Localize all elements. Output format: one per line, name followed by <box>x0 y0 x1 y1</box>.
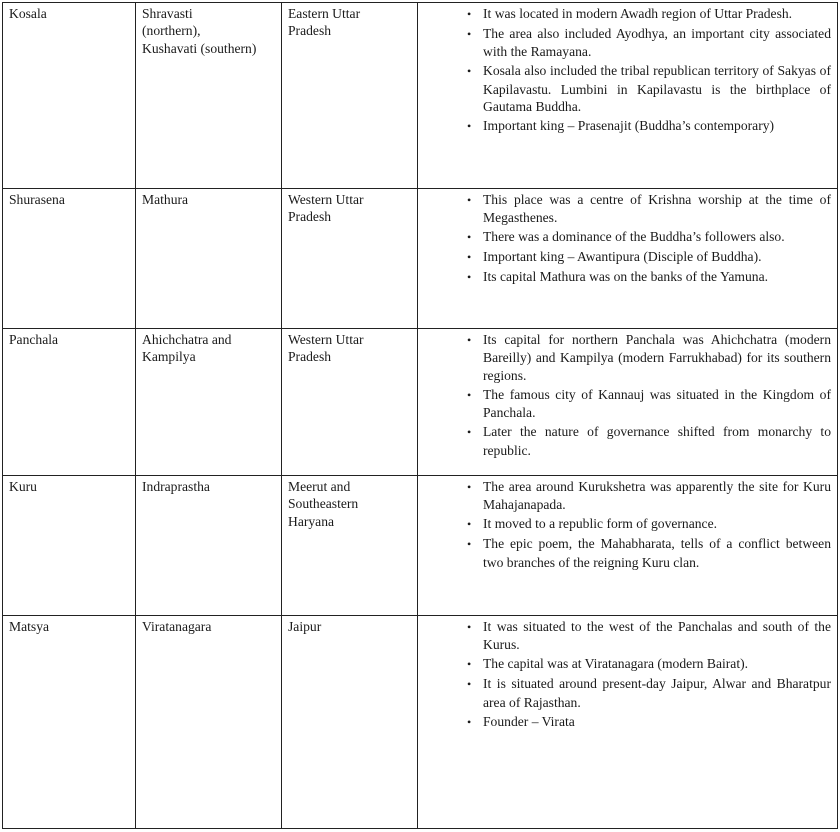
fact-text: The area around Kurukshetra was apparently the site for Kuru Mahajanapada. <box>483 479 831 513</box>
list-item <box>467 655 831 673</box>
capital-cell <box>136 616 282 829</box>
list-item <box>467 423 831 459</box>
list-item <box>467 618 831 654</box>
fact-text: It was located in modern Awadh region of Uttar Pradesh. <box>483 6 793 21</box>
fact-text: Important king – Awantipura (Disciple of Buddha). <box>483 249 762 265</box>
fact-text: The area also included Ayodhya, an important city associated with the Ramayana. <box>483 26 831 60</box>
bullet-icon: • <box>467 230 472 245</box>
list-item <box>467 478 831 514</box>
capital-cell <box>136 3 282 189</box>
location-cell <box>282 616 418 829</box>
list-item <box>467 117 831 135</box>
table-row <box>3 189 838 329</box>
fact-text: Later the nature of governance shifted from monarchy to republic. <box>483 424 831 458</box>
capital-cell <box>136 329 282 476</box>
bullet-icon: • <box>467 270 472 285</box>
fact-text: It is situated around present-day Jaipur, Alwar and Bharatpur area of Rajasthan. <box>483 676 831 710</box>
list-item <box>467 331 831 384</box>
location-cell <box>282 476 418 616</box>
capital-text: Ahichchatra and Kampilya <box>142 332 232 365</box>
fact-text: Kosala also included the tribal republican territory of Sakyas of Kapilavastu. Lumbini in Kapilavastu is the birthplace of Gautama Buddha. <box>483 63 831 115</box>
location-text: Eastern Uttar Pradesh <box>288 6 361 39</box>
table-row <box>3 616 838 829</box>
location-text: Western Uttar Pradesh <box>288 332 364 365</box>
facts-list <box>424 191 831 287</box>
name-text: Kuru <box>9 479 37 494</box>
list-item <box>467 62 831 115</box>
fact-text: This place was a centre of Krishna worship at the time of Megasthenes. <box>483 192 831 226</box>
location-cell <box>282 329 418 476</box>
fact-text: The famous city of Kannauj was situated in the Kingdom of Panchala. <box>483 386 831 421</box>
facts-cell <box>418 476 838 616</box>
facts-list <box>424 618 831 731</box>
fact-text: It moved to a republic form of governance. <box>483 516 718 532</box>
bullet-icon: • <box>467 517 472 532</box>
fact-text: There was a dominance of the Buddha’s followers also. <box>483 229 785 245</box>
bullet-icon: • <box>467 333 472 347</box>
facts-cell <box>418 189 838 329</box>
table-row <box>3 3 838 189</box>
name-text: Shurasena <box>9 192 65 207</box>
bullet-icon: • <box>467 193 472 207</box>
location-text: Meerut and Southeastern Haryana <box>288 479 359 529</box>
table-row <box>3 476 838 616</box>
name-text: Matsya <box>9 619 50 634</box>
list-item <box>467 268 831 286</box>
location-text: Jaipur <box>288 619 322 634</box>
bullet-icon: • <box>467 387 472 402</box>
capital-text: Indraprastha <box>142 479 210 494</box>
mahajanapada-name <box>3 476 136 616</box>
facts-cell <box>418 616 838 829</box>
facts-list <box>424 331 831 459</box>
fact-text: The epic poem, the Mahabharata, tells of a conflict between two branches of the reigning Kuru clan. <box>483 536 831 570</box>
fact-text: The capital was at Viratanagara (modern Bairat). <box>483 656 749 672</box>
fact-text: Its capital Mathura was on the banks of the Yamuna. <box>483 269 769 285</box>
location-cell <box>282 3 418 189</box>
list-item <box>467 535 831 571</box>
mahajanapada-table <box>2 2 838 829</box>
bullet-icon: • <box>467 620 472 634</box>
mahajanapada-name <box>3 3 136 189</box>
list-item <box>467 248 831 266</box>
name-text: Panchala <box>9 332 59 347</box>
facts-cell <box>418 329 838 476</box>
bullet-icon: • <box>467 27 472 41</box>
list-item <box>467 713 831 731</box>
facts-cell <box>418 3 838 189</box>
bullet-icon: • <box>467 7 472 21</box>
mahajanapada-name <box>3 616 136 829</box>
fact-text: Important king – Prasenajit (Buddha’s contemporary) <box>483 118 775 134</box>
list-item <box>467 386 831 422</box>
bullet-icon: • <box>467 64 472 79</box>
facts-list <box>424 5 831 136</box>
fact-text: Its capital for northern Panchala was Ahichchatra (modern Bareilly) and Kampilya (modern Farrukhabad) for its southern regions. <box>483 332 831 383</box>
bullet-icon: • <box>467 677 472 692</box>
list-item <box>467 675 831 711</box>
list-item <box>467 515 831 533</box>
table-row <box>3 329 838 476</box>
location-cell <box>282 189 418 329</box>
capital-text: Mathura <box>142 192 189 207</box>
capital-cell <box>136 189 282 329</box>
bullet-icon: • <box>467 250 472 265</box>
fact-text: It was situated to the west of the Panchalas and south of the Kurus. <box>483 619 831 653</box>
fact-text: Founder – Virata <box>483 713 575 729</box>
list-item <box>467 25 831 61</box>
bullet-icon: • <box>467 537 472 552</box>
name-text: Kosala <box>9 6 47 21</box>
capital-cell <box>136 476 282 616</box>
mahajanapada-name <box>3 329 136 476</box>
location-text: Western Uttar Pradesh <box>288 192 364 225</box>
mahajanapada-name <box>3 189 136 329</box>
facts-list <box>424 478 831 571</box>
bullet-icon: • <box>467 657 472 672</box>
list-item <box>467 228 831 246</box>
list-item <box>467 191 831 227</box>
bullet-icon: • <box>467 714 472 729</box>
bullet-icon: • <box>467 425 472 440</box>
bullet-icon: • <box>467 119 472 134</box>
capital-text: Shravasti (northern), Kushavati (southern) <box>142 6 257 56</box>
capital-text: Viratanagara <box>142 619 212 634</box>
list-item <box>467 5 831 23</box>
bullet-icon: • <box>467 480 472 494</box>
